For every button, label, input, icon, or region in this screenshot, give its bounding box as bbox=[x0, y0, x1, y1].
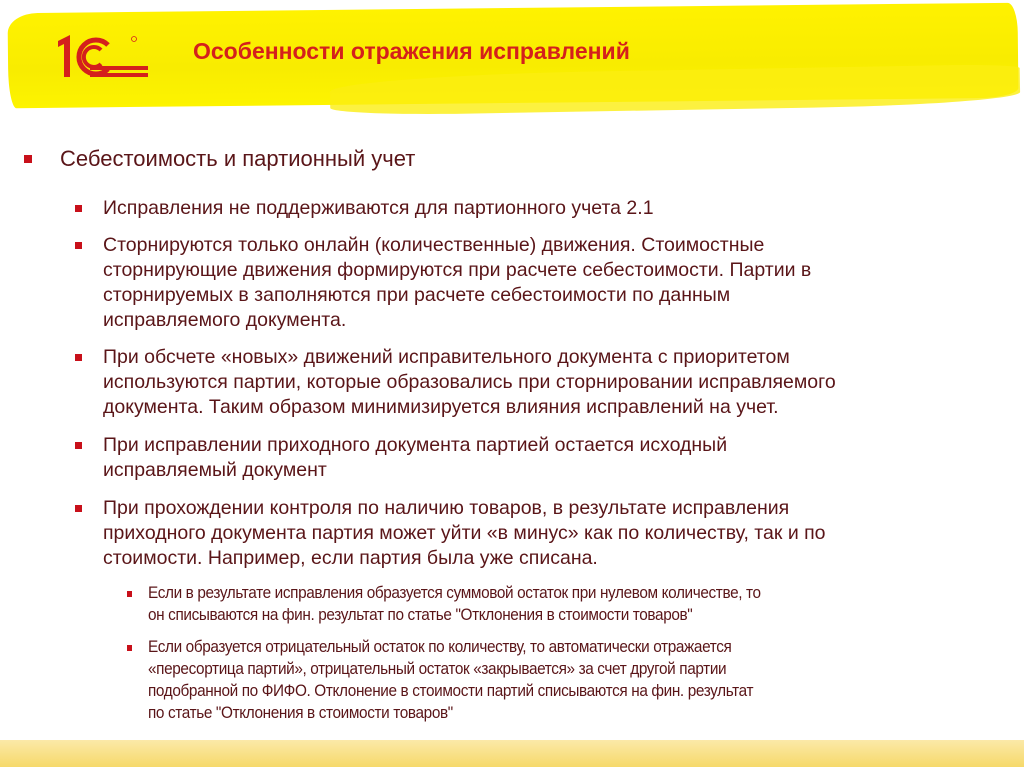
1c-logo-icon bbox=[56, 35, 151, 80]
line: подобранной по ФИФО. Отклонение в стоимости партий списываются на фин. результат bbox=[148, 682, 754, 700]
line: стоимости. Например, если партия была уже списана. bbox=[103, 547, 598, 569]
slide-title: Особенности отражения исправлений bbox=[193, 38, 630, 64]
bullet-icon bbox=[127, 645, 132, 651]
line: приходного документа партия может уйти «в минус» как по количеству, так и по bbox=[103, 522, 826, 544]
line: используются партии, которые образовались при сторнировании исправляемого bbox=[103, 371, 836, 393]
bullet-icon bbox=[24, 155, 32, 163]
bullet-icon bbox=[127, 591, 132, 597]
bullet-icon bbox=[75, 205, 82, 212]
footer-band bbox=[0, 740, 1024, 767]
line: исправляемого документа. bbox=[103, 309, 347, 331]
line: Сторнируются только онлайн (количественные) движения. Стоимостные bbox=[103, 234, 765, 256]
sub-list-item bbox=[148, 636, 753, 724]
bullet-icon bbox=[75, 354, 82, 361]
sub-list-item bbox=[148, 582, 761, 626]
list-item bbox=[103, 233, 811, 333]
line: он списываются на фин. результат по статье "Отклонения в стоимости товаров" bbox=[148, 606, 693, 624]
line: сторнируемых в заполняются при расчете себестоимости по данным bbox=[103, 284, 731, 306]
list-item bbox=[103, 196, 654, 221]
line: «пересортица партий», отрицательный остаток «закрывается» за счет другой партии bbox=[148, 660, 727, 678]
line: Исправления не поддерживаются для партионного учета 2.1 bbox=[103, 197, 654, 219]
line: При прохождении контроля по наличию товаров, в результате исправления bbox=[103, 497, 790, 519]
bullet-icon bbox=[75, 505, 82, 512]
line: исправляемый документ bbox=[103, 459, 327, 481]
bullet-icon bbox=[75, 242, 82, 249]
line: документа. Таким образом минимизируется влияния исправлений на учет. bbox=[103, 396, 779, 418]
line: При обсчете «новых» движений исправительного документа с приоритетом bbox=[103, 346, 790, 368]
list-item bbox=[103, 496, 826, 571]
line: При исправлении приходного документа партией остается исходный bbox=[103, 434, 728, 456]
line: Если в результате исправления образуется суммовой остаток при нулевом количестве, то bbox=[148, 584, 761, 602]
level1-heading: Себестоимость и партионный учет bbox=[60, 146, 416, 171]
line: по статье "Отклонения в стоимости товаров" bbox=[148, 704, 453, 722]
list-item bbox=[103, 345, 836, 420]
bullet-icon bbox=[75, 442, 82, 449]
list-item bbox=[103, 433, 727, 483]
line: сторнирующие движения формируются при расчете себестоимости. Партии в bbox=[103, 259, 812, 281]
line: Если образуется отрицательный остаток по количеству, то автоматически отражается bbox=[148, 638, 732, 656]
